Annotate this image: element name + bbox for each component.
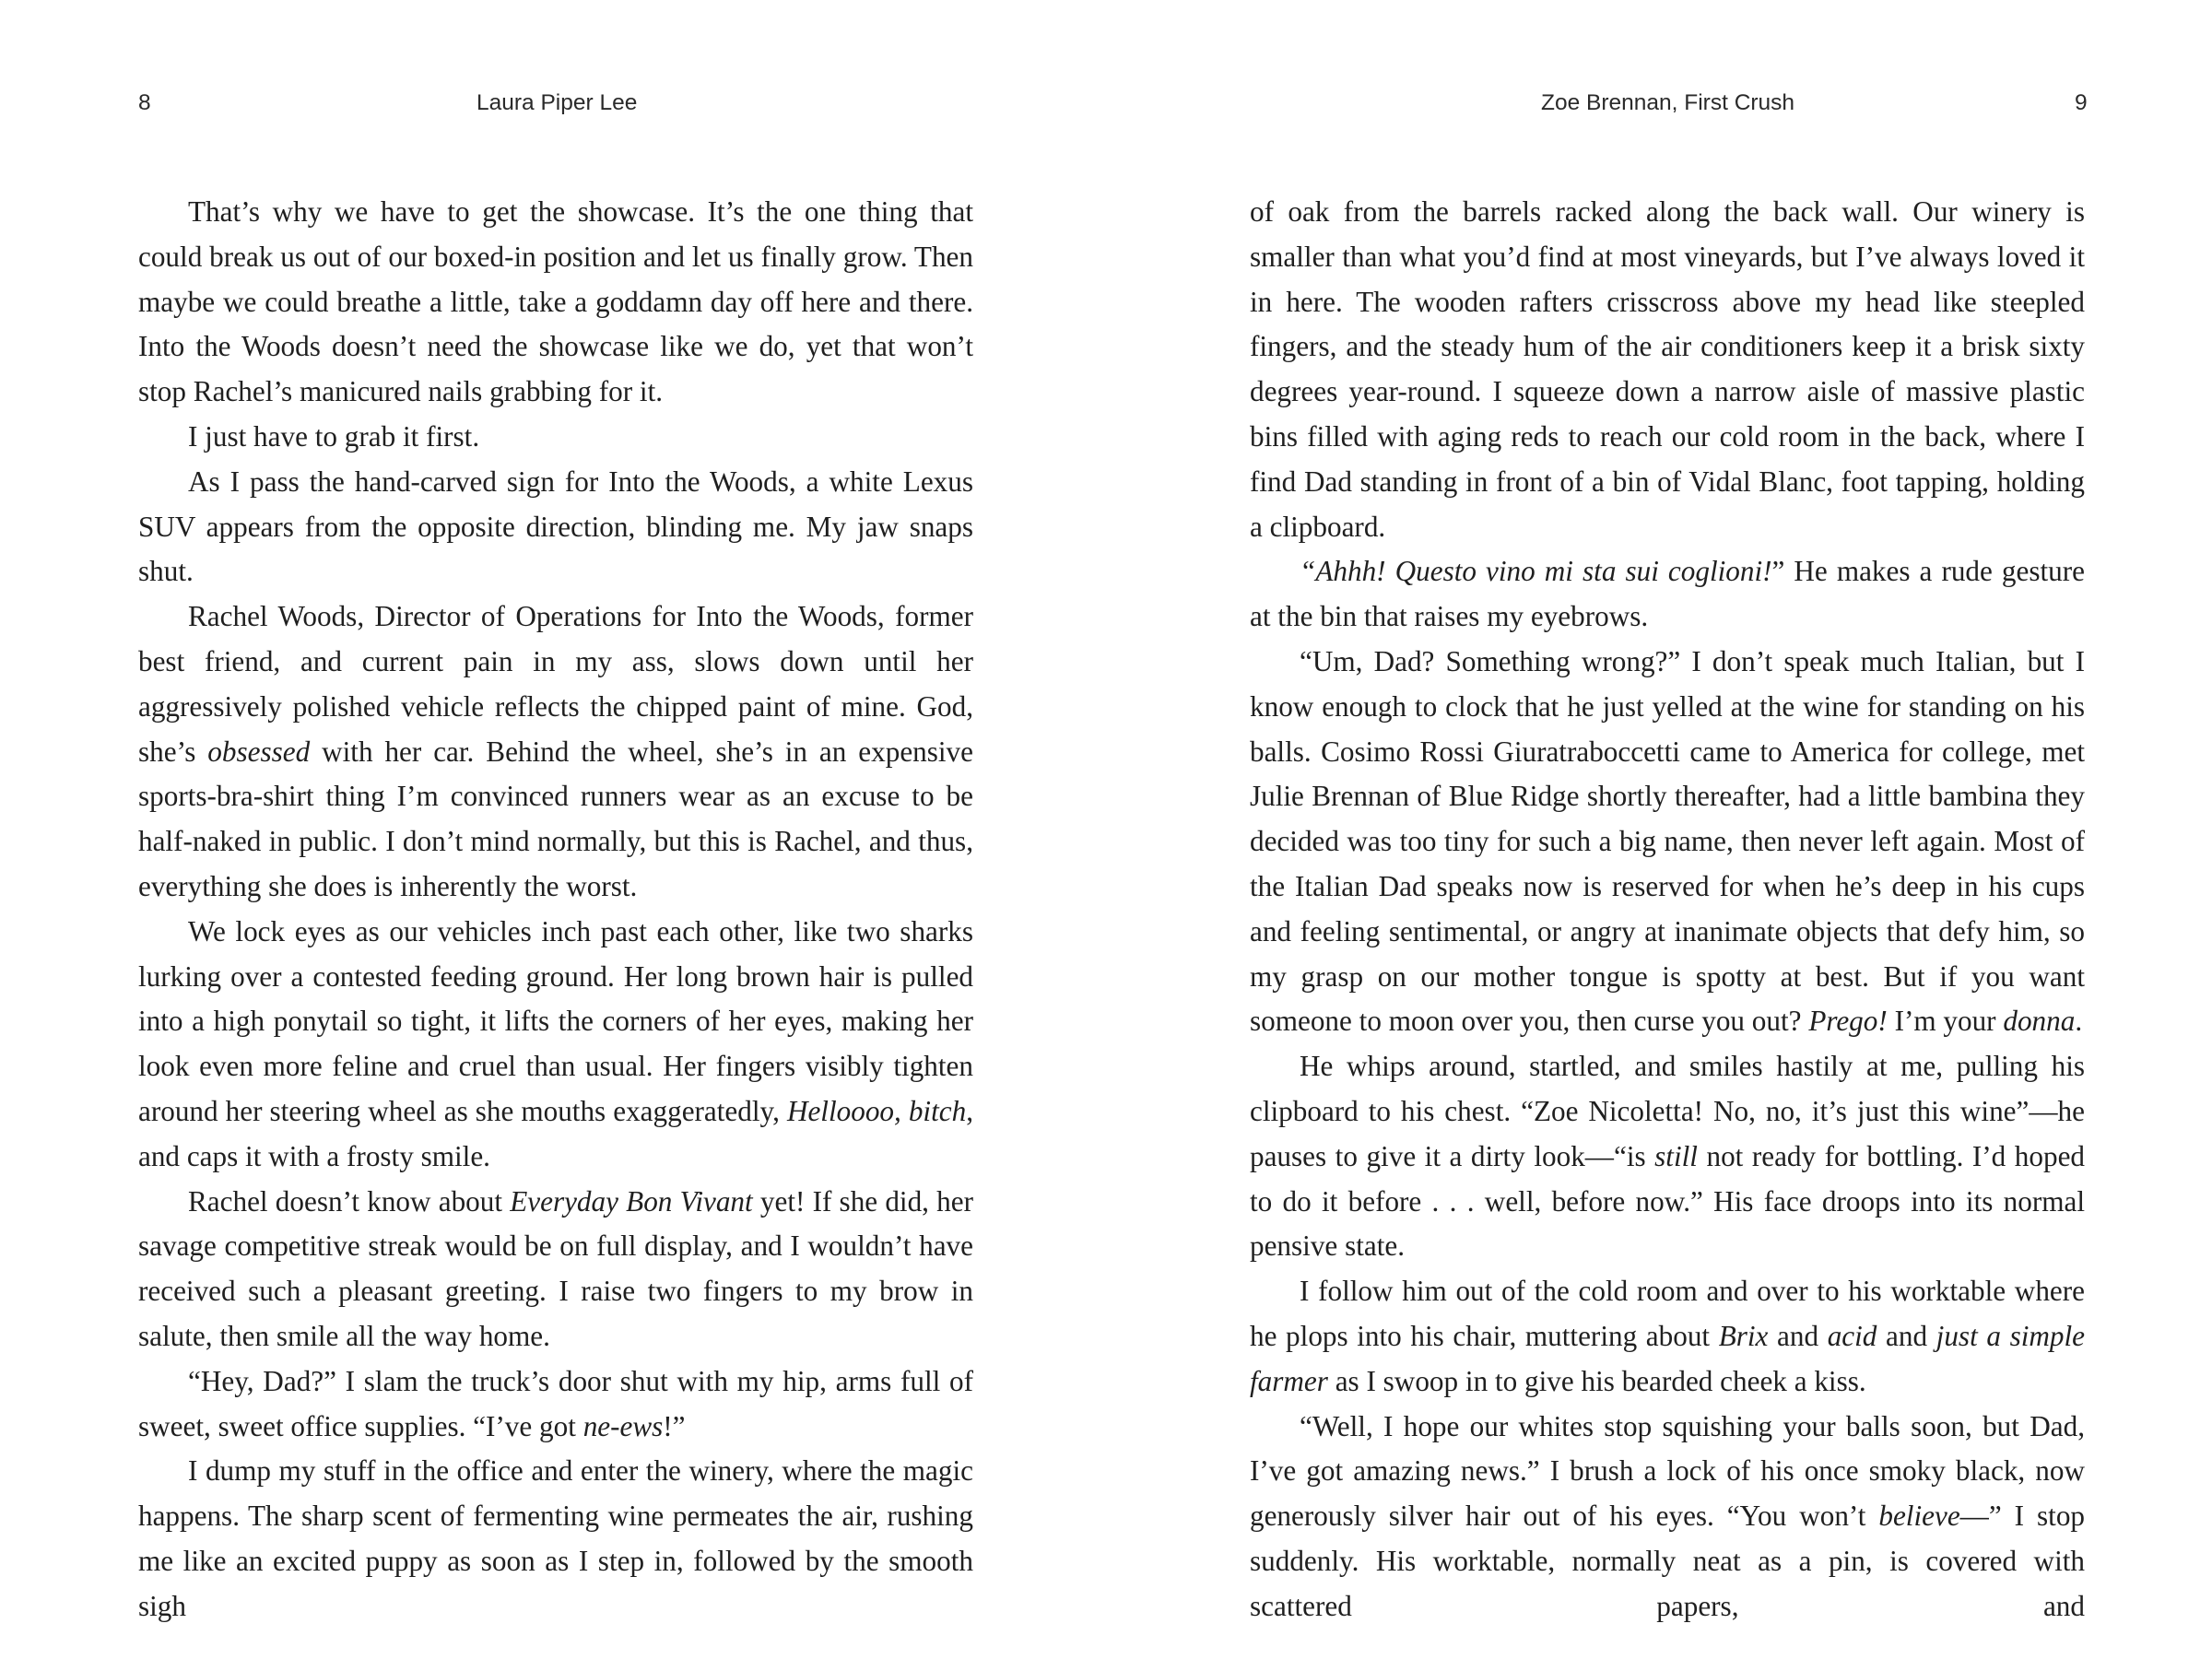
- text-run: ” He makes a rude gesture at the bin that raises my eyebrows.: [1250, 555, 2085, 633]
- running-head-title: Zoe Brennan, First Crush: [1541, 90, 1795, 115]
- paragraph: [1250, 549, 2085, 640]
- text-run: yet! If she did, her savage competitive streak would be on full display, and I wouldn’t have received such a pleasant greeting. I raise two fingers to my brow in salute, then smile all the way home.: [138, 1184, 973, 1352]
- text-run: Rachel Woods, Director of Operations for Into the Woods, former best friend, and current pain in my ass, slows down until her aggressively polished vehicle reflects the chipped paint of mine. God, she’s: [138, 600, 973, 768]
- text-run: I just have to grab it first.: [188, 419, 480, 453]
- text-run: and: [1768, 1319, 1828, 1352]
- paragraph: [138, 1359, 973, 1450]
- paragraph: [138, 190, 973, 415]
- body-text: [1250, 190, 2085, 1630]
- body-text: [138, 190, 973, 1630]
- italic-text: believe: [1878, 1500, 1960, 1533]
- italic-text: obsessed: [207, 735, 311, 768]
- paragraph: [138, 415, 973, 460]
- text-run: of oak from the barrels racked along the back wall. Our winery is smaller than what you’d find at most vineyards, but I’ve always loved it in here. The wooden rafters crisscross above my head like steepled fingers, and the steady hum of the air conditioners keep it a brisk sixty degrees year-round. I squeeze down a narrow aisle of massive plastic bins filled with aging reds to reach our cold room in the back, where I find Dad standing in front of a bin of Vidal Blanc, foot tapping, holding a clipboard.: [1250, 195, 2085, 543]
- paragraph: [138, 460, 973, 594]
- text-run: as I swoop in to give his bearded cheek a kiss.: [1327, 1364, 1866, 1397]
- paragraph: [1250, 640, 2085, 1044]
- page-number: 8: [138, 90, 151, 115]
- italic-text: just a simple farmer: [1250, 1319, 2085, 1397]
- paragraph: [138, 910, 973, 1180]
- text-run: Rachel doesn’t know about: [188, 1184, 511, 1218]
- text-run: He whips around, startled, and smiles hastily at me, pulling his clipboard to his chest. “Zoe Nicoletta! No, no, it’s just this wine”—he pauses to give it a dirty look—“is: [1250, 1050, 2085, 1172]
- italic-text: still: [1654, 1139, 1698, 1172]
- right-page: [1106, 0, 2212, 1659]
- paragraph: [1250, 1044, 2085, 1269]
- running-head-author: Laura Piper Lee: [477, 90, 638, 115]
- italic-text: Brix: [1718, 1319, 1769, 1352]
- text-run: “Well, I hope our whites stop squishing your balls soon, but Dad, I’ve got amazing news.” I brush a lock of his once smoky black, now generously silver hair out of his eyes. “You won’t: [1250, 1409, 2085, 1533]
- text-run: I’m your: [1887, 1005, 2004, 1038]
- text-run: I follow him out of the cold room and over to his worktable where he plops into his chair, muttering about: [1250, 1275, 2085, 1352]
- text-run: not ready for bottling. I’d hoped to do it before . . . well, before now.” His face droops into its normal pensive state.: [1250, 1139, 2086, 1263]
- italic-text: ne-ews: [582, 1409, 664, 1442]
- italic-text: Helloooo, bitch: [786, 1094, 967, 1127]
- text-run: with her car. Behind the wheel, she’s in an expensive sports-bra-shirt thing I’m convinced runners wear as an excuse to be half-naked in public. I don’t mind normally, but this is Rachel, and thus, everything she does is inherently the worst.: [138, 735, 973, 902]
- italic-text: Prego!: [1808, 1005, 1888, 1038]
- text-run: and: [1877, 1319, 1936, 1352]
- text-run: We lock eyes as our vehicles inch past each other, like two sharks lurking over a contested feeding ground. Her long brown hair is pulled into a high ponytail so tight, it lifts the corners of her eyes, making her look even more feline and cruel than usual. Her fingers visibly tighten around her steering wheel as she mouths exaggeratedly,: [138, 914, 973, 1127]
- text-run: That’s why we have to get the showcase. It’s the one thing that could break us out of our boxed-in position and let us finally grow. Then maybe we could breathe a little, take a goddamn day off here and there. Into the Woods doesn’t need the showcase like we do, yet that won’t stop Rachel’s manicured nails grabbing for it.: [138, 195, 973, 408]
- paragraph: [138, 594, 973, 910]
- italic-text: acid: [1827, 1319, 1877, 1352]
- text-run: , and caps it with a frosty smile.: [138, 1094, 973, 1172]
- paragraph: [138, 1180, 973, 1359]
- paragraph: [1250, 1405, 2085, 1630]
- text-run: !”: [663, 1409, 686, 1442]
- text-run: —” I stop suddenly. His worktable, normally neat as a pin, is covered with scattered papers, and: [1250, 1500, 2086, 1622]
- text-run: “Hey, Dad?” I slam the truck’s door shut with my hip, arms full of sweet, sweet office supplies. “I’ve got: [138, 1364, 973, 1442]
- italic-text: “Ahhh! Questo vino mi sta sui coglioni!: [1300, 555, 1772, 588]
- paragraph: [138, 1449, 973, 1629]
- page-number: 9: [2075, 90, 2088, 115]
- text-run: I dump my stuff in the office and enter the winery, where the magic happens. The sharp scent of fermenting wine permeates the air, rushing me like an excited puppy as soon as I step in, followed by the smooth sigh: [138, 1454, 973, 1622]
- text-run: “Um, Dad? Something wrong?” I don’t speak much Italian, but I know enough to clock that he just yelled at the wine for standing on his balls. Cosimo Rossi Giuratraboccetti came to America for college, met Julie Brennan of Blue Ridge shortly thereafter, had a little bambina they decided was too tiny for such a big name, then never left again. Most of the Italian Dad speaks now is reserved for when he’s deep in his cups and feeling sentimental, or angry at inanimate objects that defy him, so my grasp on our mother tongue is spotty at best. But if you want someone to moon over you, then curse you out?: [1250, 644, 2085, 1038]
- text-run: As I pass the hand-carved sign for Into the Woods, a white Lexus SUV appears from the opposite direction, blinding me. My jaw snaps shut.: [138, 465, 973, 588]
- paragraph: [1250, 1269, 2085, 1404]
- italic-text: donna: [2003, 1005, 2076, 1038]
- italic-text: Everyday Bon Vivant: [510, 1184, 753, 1218]
- text-run: .: [2075, 1005, 2083, 1038]
- paragraph: [1250, 190, 2085, 549]
